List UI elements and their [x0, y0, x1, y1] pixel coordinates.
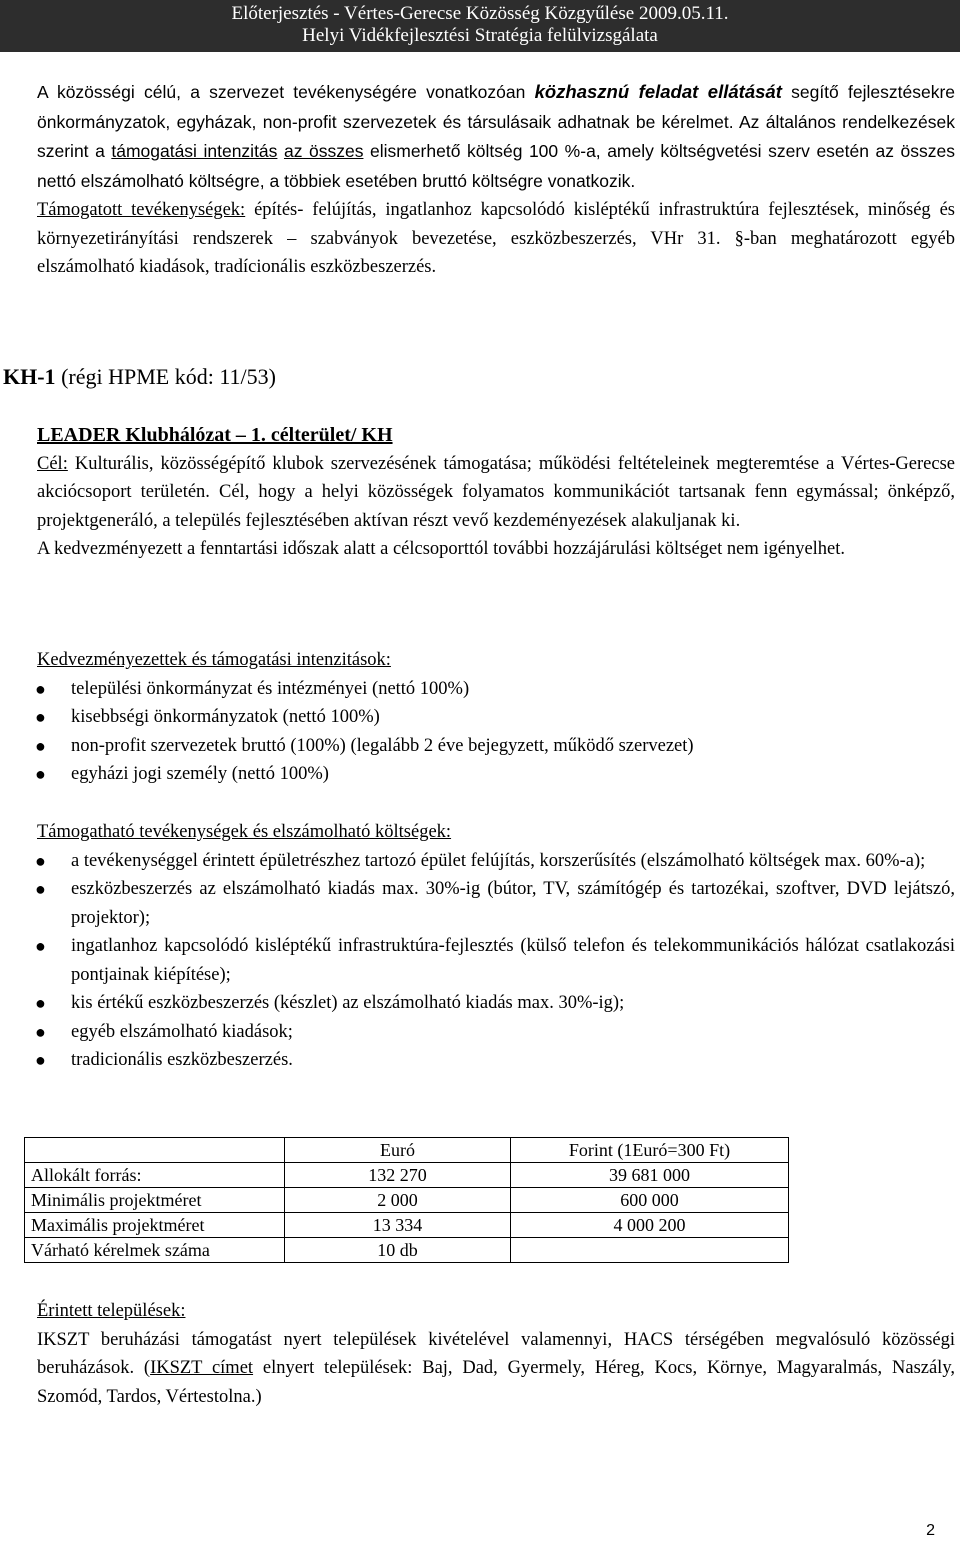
- table-cell: Minimális projektméret: [25, 1188, 285, 1213]
- table-row: [25, 1238, 789, 1263]
- link-tamogatasi-intenzitas[interactable]: támogatási intenzitás: [111, 141, 278, 161]
- settlements-section: [37, 1297, 955, 1411]
- table-cell: [511, 1238, 789, 1263]
- table-row: [25, 1188, 789, 1213]
- table-header-row: [25, 1138, 789, 1163]
- bullet-icon: ●: [35, 936, 46, 956]
- bullet-icon: ●: [35, 735, 46, 756]
- table-row: [25, 1163, 789, 1188]
- leader-note: A kedvezményezett a fenntartási időszak alatt a célcsoporttól további hozzájárulási költséget nem igényelhet.: [37, 539, 846, 559]
- list-item: ● települési önkormányzat és intézményei (nettó 100%): [0, 675, 955, 704]
- bullet-icon: ●: [35, 1021, 46, 1042]
- table-cell: 4 000 200: [511, 1213, 789, 1238]
- leader-section: [37, 421, 955, 564]
- table-cell: Maximális projektméret: [25, 1213, 285, 1238]
- link-ikszt-cimet[interactable]: IKSZT címet: [150, 1358, 254, 1378]
- list-item: ● kis értékű eszközbeszerzés (készlet) az elszámolható kiadás max. 30%-ig);: [0, 989, 955, 1018]
- page-number: 2: [926, 1522, 935, 1539]
- beneficiaries-list: [0, 675, 955, 789]
- table-cell: [25, 1138, 285, 1163]
- list-item: ● a tevékenységgel érintett épületrészhez tartozó épület felújítás, korszerűsítés (elszámolható költségek max. 60%-a);: [0, 847, 955, 876]
- document-header: [0, 0, 960, 52]
- intro-paragraph: A közösségi célú, a szervezet tevékenységére vonatkozóan közhasznú feladat ellátását segítő fejlesztésekre önkormányzatok, egyházak, non-profit szervezetek és társulásaik adhatnak be kérelmet. Az általános rendelkezések szerint a támogatási intenzitás az összes elismerhető költség 100 %-a, amely költségvetési szerv esetén az összes nettó elszámolható költségre, a többiek esetében bruttó költségre vonatkozik. Támogatott tevékenységek: építés- felújítás, ingatlanhoz kapcsolódó kisléptékű infrastruktúra fejlesztések, minőség és környezetirányítási rendszerek – szabványok bevezetése, eszközbeszerzés, VHr 31. §-ban meghatározott egyéb elszámolható kiadások, tradícionális eszközbeszerzés.: [37, 81, 956, 277]
- activities-list: [0, 847, 955, 1075]
- table-cell: Allokált forrás:: [25, 1163, 285, 1188]
- beneficiaries-heading: Kedvezményezettek és támogatási intenzitások:: [37, 650, 391, 670]
- link-az-osszes[interactable]: az összes: [283, 141, 364, 161]
- table-cell: 13 334: [285, 1213, 511, 1238]
- settlements-heading: Érintett települések:: [37, 1301, 186, 1321]
- bullet-icon: ●: [35, 678, 46, 699]
- section-title-kh1: KH-1 (régi HPME kód: 11/53): [3, 364, 276, 389]
- activities-section: [37, 818, 955, 1075]
- table-cell: 10 db: [285, 1238, 511, 1263]
- supported-activities-label: Támogatott tevékenységek:: [37, 200, 246, 220]
- bullet-icon: ●: [35, 764, 46, 784]
- list-item: ● ingatlanhoz kapcsolódó kisléptékű infrastruktúra-fejlesztés (külső telefon és telekommunikációs hálózat csatlakozási pontjainak kiépítése);: [0, 932, 955, 989]
- leader-goal: Cél: Kulturális, közösségépítő klubok szervezésének támogatása; működési feltételeinek megteremtése a Vértes-Gerecse akciócsoport területén. Cél, hogy a helyi közösségek folyamatos kommunikációt tartsanak fenn egymással; önképző, projektgeneráló, a település fejlesztésében aktívan részt vevő kezdeményezések alakuljanak ki.: [37, 453, 955, 531]
- activities-heading: Támogatható tevékenységek és elszámolható költségek:: [37, 822, 452, 842]
- list-item: ● non-profit szervezetek bruttó (100%) (legalább 2 éve bejegyzett, működő szervezet): [0, 732, 955, 761]
- budget-table: [24, 1137, 789, 1263]
- table-cell: 132 270: [285, 1163, 511, 1188]
- header-title-line1: Előterjesztés - Vértes-Gerecse Közösség Közgyűlése 2009.05.11.: [231, 3, 729, 24]
- list-item: ● egyéb elszámolható kiadások;: [0, 1018, 955, 1047]
- beneficiaries-section: [37, 646, 955, 789]
- bullet-icon: ●: [35, 850, 46, 871]
- table-cell: Forint (1Euró=300 Ft): [511, 1138, 789, 1163]
- bullet-icon: ●: [35, 993, 46, 1013]
- table-row: [25, 1213, 789, 1238]
- table-cell: 2 000: [285, 1188, 511, 1213]
- list-item: ● tradicionális eszközbeszerzés.: [0, 1046, 955, 1075]
- bullet-icon: ●: [35, 879, 46, 899]
- list-item: ● egyházi jogi személy (nettó 100%): [0, 760, 955, 789]
- table-cell: 600 000: [511, 1188, 789, 1213]
- table-cell: Euró: [285, 1138, 511, 1163]
- list-item: ● eszközbeszerzés az elszámolható kiadás max. 30%-ig (bútor, TV, számítógép és tartozékai, szoftver, DVD lejátszó, projektor);: [0, 875, 955, 932]
- settlements-text: IKSZT beruházási támogatást nyert települések kivételével valamennyi, HACS térségében megvalósuló közösségi beruházások. (IKSZT címet elnyert települések: Baj, Dad, Gyermely, Héreg, Kocs, Környe, Magyaralmás, Naszály, Szomód, Tardos, Vértestolna.): [37, 1329, 956, 1407]
- header-title-line2: Helyi Vidékfejlesztési Stratégia felülvizsgálata: [302, 25, 658, 46]
- table-cell: Várható kérelmek száma: [25, 1238, 285, 1263]
- bullet-icon: ●: [35, 707, 46, 727]
- list-item: ● kisebbségi önkormányzatok (nettó 100%): [0, 703, 955, 732]
- bullet-icon: ●: [35, 1050, 46, 1070]
- leader-heading: LEADER Klubhálózat – 1. célterület/ KH: [37, 424, 393, 446]
- table-cell: 39 681 000: [511, 1163, 789, 1188]
